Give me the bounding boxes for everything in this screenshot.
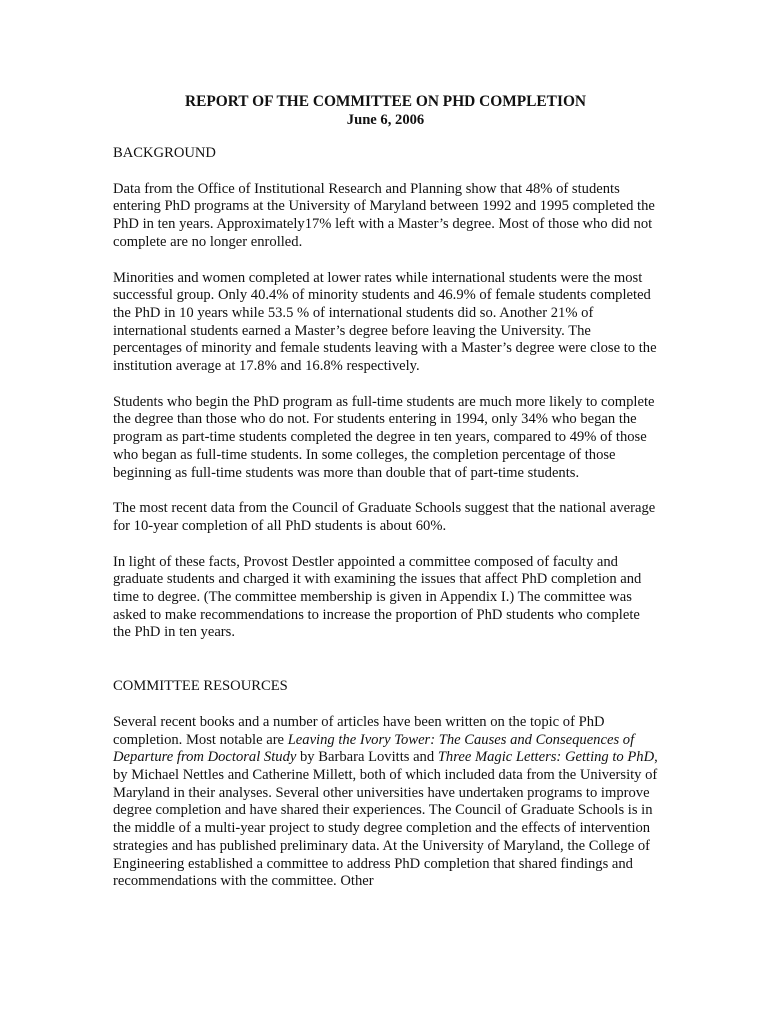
background-paragraph-2: Minorities and women completed at lower rates while international students were the most successful group. Only 40.4% of minority students and 46.9% of female students completed the PhD in 10 years while 53.5 % of international students did so. Another 21% of international students earned a Master’s degree before leaving the University. The percentages of minority and female students leaving with a Master’s degree were close to the institution average at 17.8% and 16.8% respectively. (113, 269, 657, 375)
background-paragraph-5: In light of these facts, Provost Destler appointed a committee composed of faculty and graduate students and charged it with examining the issues that affect PhD completion and time to degree. (The committee membership is given in Appendix I.) The committee was asked to make recommendations to increase the proportion of PhD students who complete the PhD in ten years. (113, 553, 642, 641)
resources-text-end: , by Michael Nettles and Catherine Millett, both of which included data from the University of Maryland in their analyses. Several other universities have undertaken programs to improve degree completion and have shared their experiences. The Council of Graduate Schools is in the middle of a multi-year project to study degree completion and the effects of intervention strategies and has published preliminary data. At the University of Maryland, the College of Engineering established a committee to address PhD completion that shared findings and recommendations with the committee. Other (113, 749, 658, 890)
book-title-ivory-tower: Leaving the Ivory Tower: The Causes and Consequences of Departure from Doctoral Study (113, 731, 635, 766)
report-date: June 6, 2006 (346, 112, 425, 128)
resources-text-mid: by Barbara Lovitts and (296, 749, 438, 766)
resources-text-start: Several recent books and a number of articles have been written on the topic of PhD completion. Most notable are (113, 713, 605, 748)
document-page (113, 93, 658, 909)
background-paragraph-3: Students who begin the PhD program as full-time students are much more likely to complete the degree than those who do not. For students entering in 1994, only 34% who began the program as part-time students completed the degree in ten years, compared to 49% of those who began as full-time students. In some colleges, the completion percentage of those beginning as full-time students was more than double that of part-time students. (113, 393, 655, 481)
resources-heading: COMMITTEE RESOURCES (113, 678, 288, 695)
background-paragraph-1: Data from the Office of Institutional Research and Planning show that 48% of students entering PhD programs at the University of Maryland between 1992 and 1995 completed the PhD in ten years. Approximately17% left with a Master’s degree. Most of those who did not complete are no longer enrolled. (113, 180, 655, 250)
book-title-three-magic-letters: Three Magic Letters: Getting to PhD (437, 749, 655, 766)
background-paragraph-4: The most recent data from the Council of Graduate Schools suggest that the national average for 10-year completion of all PhD students is about 60%. (113, 500, 656, 534)
report-title: REPORT OF THE COMMITTEE ON PHD COMPLETION (184, 93, 587, 110)
background-heading: BACKGROUND (113, 145, 216, 161)
resources-paragraph-1 (113, 714, 658, 891)
